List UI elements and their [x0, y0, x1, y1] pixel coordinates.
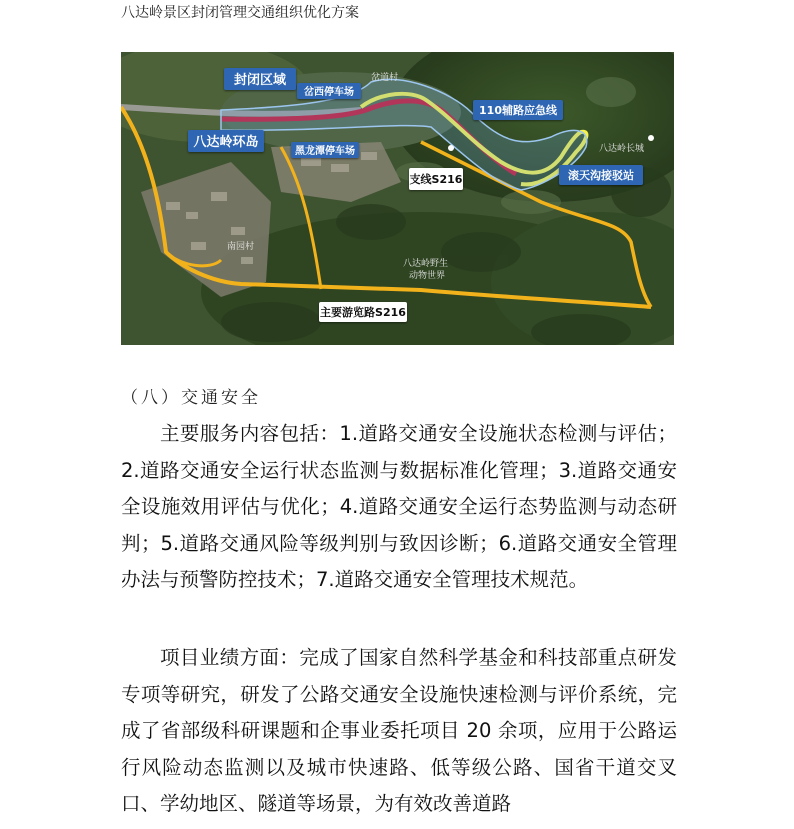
location-marker-icon: [648, 135, 654, 141]
label-village: 南园村: [227, 242, 255, 252]
map-graphic: [121, 52, 674, 345]
label-main-road: 主要游览路S216: [320, 306, 406, 319]
paragraph-services: 主要服务内容包括：1.道路交通安全设施状态检测与评估；2.道路交通安全运行状态监测与数据标准化管理；3.道路交通安全设施效用评估与优化；4.道路交通安全运行态势监测与动态研判；5.道路交通风险等级判别与致因诊断；6.道路交通安全管理办法与预警防控技术；7.道路交通安全管理技术规范。: [121, 422, 677, 591]
label-parking-heilongtan: 黑龙潭停车场: [295, 146, 355, 157]
label-branch-line: 支线S216: [409, 173, 463, 186]
label-town: 岔道村: [371, 73, 399, 83]
label-roundabout: 八达岭环岛: [193, 135, 259, 150]
label-zoo-1: 八达岭野生: [403, 259, 449, 269]
label-zoo-2: 动物世界: [409, 271, 446, 281]
paragraph-achievements: 项目业绩方面：完成了国家自然科学基金和科技部重点研发专项等研究，研发了公路交通安全设施快速检测与评价系统，完成了省部级科研课题和企事业委托项目 20 余项，应用于公路运行风险动态监测以及城市快速路、低等级公路、国省干道交叉口、学幼地区、隧道等场景，为有效改善道路: [121, 646, 677, 815]
label-emergency-line: 110辅路应急线: [479, 104, 557, 117]
label-transfer-station: 滚天沟接驳站: [568, 169, 634, 182]
label-great-wall: 八达岭长城: [599, 144, 645, 154]
label-parking-west: 岔西停车场: [304, 87, 354, 98]
location-marker-icon: [448, 145, 454, 151]
section-title: （八）交通安全: [121, 388, 261, 408]
label-closed-area: 封闭区域: [233, 73, 287, 88]
traffic-map: [121, 52, 674, 345]
document-caption: 八达岭景区封闭管理交通组织优化方案: [121, 5, 359, 21]
